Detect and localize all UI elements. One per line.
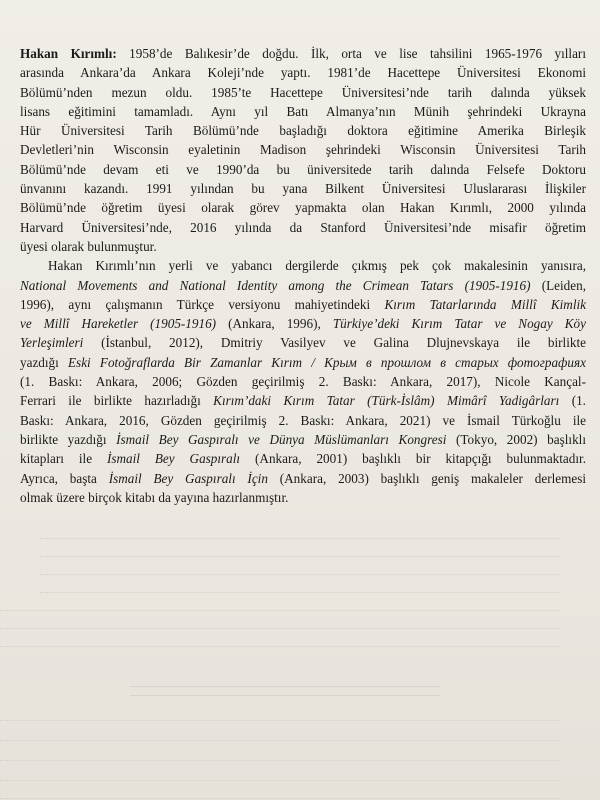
book-title: ve Millî Hareketler (1905-1916) xyxy=(20,316,217,332)
text-run: Bölümü’nde öğretim üyesi olarak görev yapmakta olan Hakan Kırımlı, 2000 yılında xyxy=(20,200,586,216)
text-run: 1996), aynı çalışmanın Türkçe versiyonu mahiyetindeki xyxy=(20,296,385,312)
text-run: lisans eğitimini tamamladı. Aynı yıl Batı Almanya’nın Münih şehrindeki Ukrayna xyxy=(20,103,586,119)
text-line xyxy=(20,256,586,275)
text-line xyxy=(20,333,586,352)
book-title: Yerleşimleri xyxy=(20,335,84,351)
text-line xyxy=(20,372,586,391)
text-run: Baskı: Ankara, 2016, Gözden geçirilmiş 2. Baskı: Ankara, 2021) ve İsmail Türkoğlu ile xyxy=(20,412,586,428)
book-title: İsmail Bey Gaspıralı İçin xyxy=(108,470,268,486)
text-run: 1958’de Balıkesir’de doğdu. İlk, orta ve lise tahsilini 1965-1976 yılları xyxy=(116,46,586,61)
text-line xyxy=(20,198,586,217)
book-title: National Movements and National Identity among the Crimean Tatars (1905-1916) xyxy=(20,277,531,293)
text-run: Devletleri’nin Wisconsin eyaletinin Madison şehrindeki Wisconsin Üniversitesi Tarih xyxy=(20,142,586,158)
author-name: Hakan Kırımlı: xyxy=(20,46,117,61)
text-run: (İstanbul, 2012), Dmitriy Vasilyev ve Galina Dlujnevskaya ile birlikte xyxy=(83,335,586,351)
text-line xyxy=(20,44,586,63)
text-line xyxy=(20,411,586,430)
text-line xyxy=(20,237,586,256)
text-run: (1. xyxy=(559,393,586,409)
text-line xyxy=(20,160,586,179)
text-line xyxy=(20,469,586,488)
text-run: (Ankara, 2001) başlıklı bir kitapçığı bulunmaktadır. xyxy=(240,451,586,467)
text-line xyxy=(20,218,586,237)
text-run: (Leiden, xyxy=(530,277,586,293)
text-run: kitapları ile xyxy=(20,451,107,467)
text-run: Bölümü’nde devam eti ve 1990’da bu üniversitede tarih dalında Felsefe Doktoru xyxy=(20,161,586,177)
text-run: Hakan Kırımlı’nın yerli ve yabancı dergilerde çıkmış pek çok makalesinin yanısıra, xyxy=(48,258,586,274)
text-run: olmak üzere birçok kitabı da yayına hazırlanmıştır. xyxy=(20,489,289,505)
text-run: (1. Baskı: Ankara, 2006; Gözden geçirilmiş 2. Baskı: Ankara, 2017), Nicole Kançal- xyxy=(20,374,586,390)
text-line xyxy=(20,179,586,198)
book-title: Türkiye’deki Kırım Tatar ve Nogay Köy xyxy=(332,316,587,332)
text-run: yazdığı xyxy=(20,354,68,370)
text-run: birlikte yazdığı xyxy=(20,431,117,447)
text-line xyxy=(20,391,586,410)
book-title: İsmail Bey Gaspıralı ve Dünya Müslümanları Kongresi xyxy=(116,431,447,447)
book-title: Kırım Tatarlarında Millî Kimlik xyxy=(384,296,586,312)
text-run: arasında Ankara’da Ankara Koleji’nde yaptı. 1981’de Hacettepe Üniversitesi Ekonomi xyxy=(20,65,586,81)
author-biography xyxy=(20,44,586,507)
text-run: Bölümü’nden mezun oldu. 1985’te Hacettepe Üniversitesi’nde tarih dalında yüksek xyxy=(20,84,586,100)
text-run: Ferrari ile birlikte hazırladığı xyxy=(20,393,214,409)
text-line xyxy=(20,314,586,333)
text-line xyxy=(20,102,586,121)
text-run: (Ankara, 1996), xyxy=(216,316,333,332)
text-line xyxy=(20,83,586,102)
text-line xyxy=(20,63,586,82)
text-run: (Tokyo, 2002) başlıklı xyxy=(446,431,586,447)
book-title: Kırım’daki Kırım Tatar (Türk-İslâm) Mimârî Yadigârları xyxy=(213,393,560,409)
text-run: Hür Üniversitesi Tarih Bölümü’nde başladığı doktora eğitimine Amerika Birleşik xyxy=(20,123,586,139)
book-title: İsmail Bey Gaspıralı xyxy=(106,451,241,467)
text-line xyxy=(20,140,586,159)
text-line xyxy=(20,276,586,295)
text-run: Ayrıca, başta xyxy=(20,470,109,486)
text-run: Harvard Üniversitesi’nde, 2016 yılında da Stanford Üniversitesi’nde misafir öğretim xyxy=(20,219,586,235)
text-line xyxy=(20,488,586,507)
text-line xyxy=(20,449,586,468)
text-run: (Ankara, 2003) başlıklı geniş makaleler derlemesi xyxy=(267,470,587,486)
text-line xyxy=(20,430,586,449)
text-line xyxy=(20,295,586,314)
text-run: ünvanını kazandı. 1991 yılından bu yana Bilkent Üniversitesi Uluslararası İlişkiler xyxy=(20,181,586,197)
book-title: Eski Fotoğraflarda Bir Zamanlar Kırım / Крым в прошлом в старых фотографиях xyxy=(68,354,586,370)
text-run: üyesi olarak bulunmuştur. xyxy=(20,238,157,254)
text-line xyxy=(20,121,586,140)
text-line xyxy=(20,353,586,372)
